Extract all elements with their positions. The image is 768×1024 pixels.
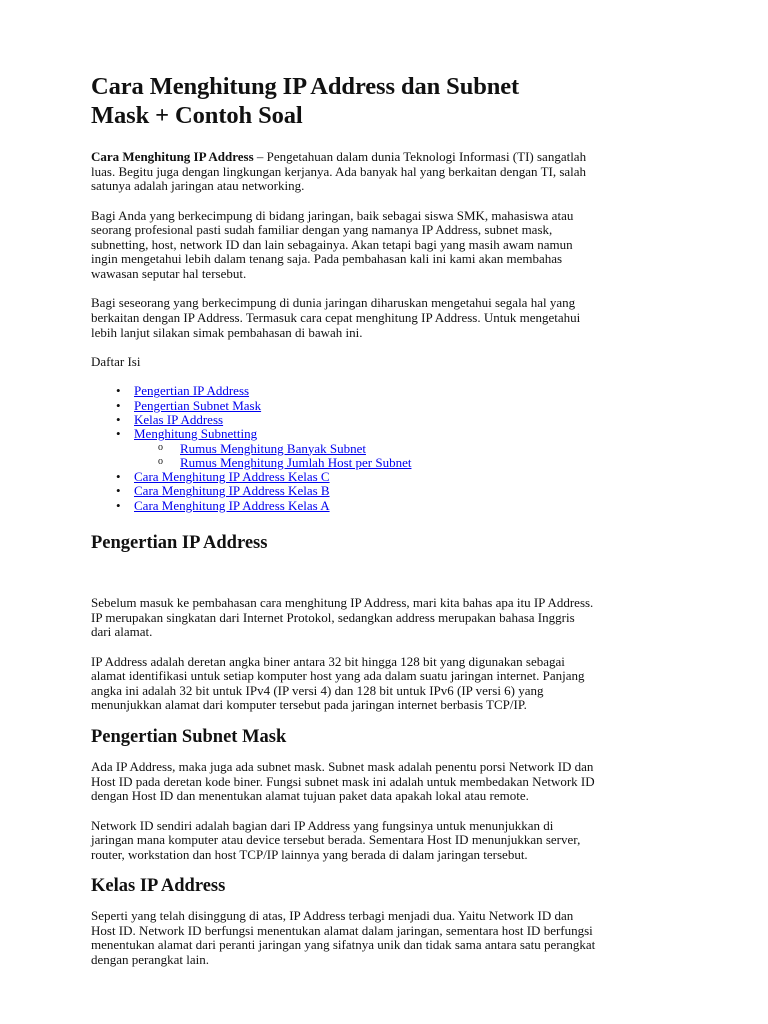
toc-label: Daftar Isi xyxy=(91,353,141,369)
page-title: Cara Menghitung IP Address dan Subnet Mask + Contoh Soal xyxy=(91,73,520,129)
bullet-icon: • xyxy=(116,411,121,427)
paragraph-3: Bagi seseorang yang berkecimpung di dunia jaringan diharuskan mengetahui segala hal yang berkaitan dengan IP Address. Termasuk cara cepat menghitung IP Address. Untuk mengetahui lebih lanjut silakan simak pembahasan di bawah ini. xyxy=(91,295,581,340)
toc-link-kelas-a[interactable]: Cara Menghitung IP Address Kelas A xyxy=(134,497,330,513)
section-heading-pengertian-ip-address: Pengertian IP Address xyxy=(91,532,268,553)
table-of-contents xyxy=(91,384,691,513)
toc-item xyxy=(91,413,691,427)
section2-paragraph-2: Network ID sendiri adalah bagian dari IP Address yang fungsinya untuk menunjukkan di jaringan mana komputer atau device tersebut berada. Sementara Host ID menunjukkan server, router, workstation dan host TCP/IP lainnya yang berada di dalam jaringan tersebut. xyxy=(91,817,581,862)
toc-sublist xyxy=(134,442,691,471)
intro-text: – Pengetahuan dalam dunia Teknologi Informasi (TI) sangatlah luas. Begitu juga dengan lingkungan kerjanya. Ada banyak hal yang berkaitan dengan TI, salah satunya adalah jaringan atau networking. xyxy=(91,149,587,194)
toc-link-rumus-banyak-subnet[interactable]: Rumus Menghitung Banyak Subnet xyxy=(180,440,366,456)
bullet-icon: • xyxy=(116,426,121,442)
intro-paragraph xyxy=(91,150,691,194)
intro-bold-lead: Cara Menghitung IP Address xyxy=(91,149,254,164)
toc-subitem xyxy=(134,456,691,470)
toc-link-kelas-ip-address[interactable]: Kelas IP Address xyxy=(134,411,224,427)
toc-item xyxy=(91,399,691,413)
document-page xyxy=(91,72,691,968)
bullet-icon: • xyxy=(116,383,121,399)
bullet-icon: • xyxy=(116,469,121,485)
toc-link-kelas-c[interactable]: Cara Menghitung IP Address Kelas C xyxy=(134,469,330,485)
bullet-icon: • xyxy=(116,397,121,413)
hollow-bullet-icon: o xyxy=(158,441,163,453)
section1-paragraph-2: IP Address adalah deretan angka biner antara 32 bit hingga 128 bit yang digunakan sebagai alamat identifikasi untuk setiap komputer host yang ada dalam suatu jaringan internet. Panjang angka ini adalah 32 bit untuk IPv4 (IP versi 4) dan 128 bit untuk IPv6 (IP versi 6) yang menunjukkan alamat dari komputer tersebut pada jaringan internet berbasis TCP/IP. xyxy=(91,653,585,713)
toc-item xyxy=(91,499,691,513)
toc-link-pengertian-ip-address[interactable]: Pengertian IP Address xyxy=(134,383,250,399)
section-heading-pengertian-subnet-mask: Pengertian Subnet Mask xyxy=(91,726,287,747)
hollow-bullet-icon: o xyxy=(158,455,163,467)
paragraph-2: Bagi Anda yang berkecimpung di bidang jaringan, baik sebagai siswa SMK, mahasiswa atau seorang profesional pasti sudah familiar dengan yang namanya IP Address, subnet mask, subnetting, host, network ID dan lain sebagainya. Akan tetapi bagi yang masih awam namun ingin mengetahui lebih dalam tenang saja. Pada pembahasan kali ini kami akan membahas wawasan seputar hal tersebut. xyxy=(91,207,574,281)
toc-item xyxy=(91,427,691,470)
toc-item xyxy=(91,470,691,484)
toc-item xyxy=(91,484,691,498)
toc-link-rumus-jumlah-host[interactable]: Rumus Menghitung Jumlah Host per Subnet xyxy=(180,454,412,470)
section2-paragraph-1: Ada IP Address, maka juga ada subnet mask. Subnet mask adalah penentu porsi Network ID dan Host ID pada deretan kode biner. Fungsi subnet mask ini adalah untuk membedakan Network ID dengan Host ID dan menentukan alamat tujuan paket data apakah lokal atau remote. xyxy=(91,758,595,804)
toc-link-kelas-b[interactable]: Cara Menghitung IP Address Kelas B xyxy=(134,483,330,499)
section3-paragraph-1: Seperti yang telah disinggung di atas, IP Address terbagi menjadi dua. Yaitu Network ID dan Host ID. Network ID berfungsi menentukan alamat dalam jaringan, sementara host ID berfungsi menentukan alamat dari peranti jaringan yang sifatnya unik dan tidak sama antara satu perangkat dengan perangkat lain. xyxy=(91,908,596,968)
section1-paragraph-1: Sebelum masuk ke pembahasan cara menghitung IP Address, mari kita bahas apa itu IP Address. IP merupakan singkatan dari Internet Protokol, sedangkan address merupakan bahasa Inggris dari alamat. xyxy=(91,594,594,640)
toc-link-menghitung-subnetting[interactable]: Menghitung Subnetting xyxy=(134,426,258,442)
toc-link-pengertian-subnet-mask[interactable]: Pengertian Subnet Mask xyxy=(134,397,262,413)
bullet-icon: • xyxy=(116,483,121,499)
toc-item xyxy=(91,384,691,398)
section-heading-kelas-ip-address: Kelas IP Address xyxy=(91,876,226,897)
toc-subitem xyxy=(134,442,691,456)
bullet-icon: • xyxy=(116,497,121,513)
